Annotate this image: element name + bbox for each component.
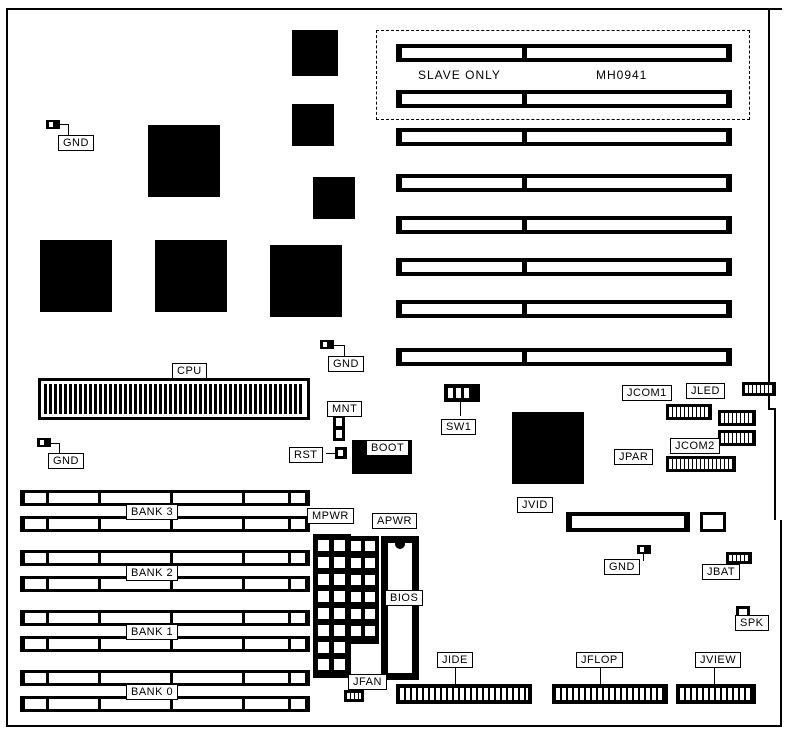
chip-top-small-1 xyxy=(292,30,338,76)
board-edge-lower xyxy=(774,410,776,520)
apwr-pin-r4c2 xyxy=(365,592,375,602)
mpwr-pin-r8c2 xyxy=(334,659,345,670)
apwr-pin-r5c2 xyxy=(365,609,375,619)
jfan-connector xyxy=(344,690,364,702)
apwr-pin-r6c2 xyxy=(365,626,375,636)
part-number-text: MH0941 xyxy=(596,68,648,82)
jcom1-connector xyxy=(666,404,712,420)
board-notch-lower xyxy=(776,410,784,520)
expansion-slot-4 xyxy=(396,174,732,192)
label-mnt: MNT xyxy=(327,401,362,417)
mpwr-pin-r5c1 xyxy=(318,608,329,619)
gnd-leader-4 xyxy=(643,553,644,561)
gnd-pad-4-hole xyxy=(640,547,644,552)
gnd-pad-2-hole xyxy=(323,342,327,347)
label-rst: RST xyxy=(289,447,323,463)
label-jview: JVIEW xyxy=(695,652,741,668)
mnt-header xyxy=(333,415,345,441)
mpwr-pin-r1c2 xyxy=(334,540,345,551)
label-bios: BIOS xyxy=(385,590,423,606)
jview-leader xyxy=(714,668,715,684)
mpwr-pin-r5c2 xyxy=(334,608,345,619)
jflop-connector xyxy=(552,684,668,704)
chip-top-small-3 xyxy=(313,177,355,219)
jcom2-connector xyxy=(718,410,756,426)
jview-connector xyxy=(676,684,756,704)
board-edge-upper xyxy=(768,10,770,410)
jide-connector xyxy=(396,684,532,704)
jpar-connector xyxy=(666,456,736,472)
bios-chip-body xyxy=(388,543,412,673)
mpwr-pin-r4c1 xyxy=(318,591,329,602)
label-gnd-2: GND xyxy=(328,356,364,372)
sw1-dip-1 xyxy=(448,388,453,398)
mpwr-pin-r6c2 xyxy=(334,625,345,636)
sw1-leader xyxy=(460,402,461,416)
label-spk: SPK xyxy=(735,615,769,631)
label-jcom2: JCOM2 xyxy=(670,438,720,454)
label-jled: JLED xyxy=(686,383,725,399)
label-jbat: JBAT xyxy=(702,564,740,580)
label-bank-0: BANK 0 xyxy=(126,684,178,700)
expansion-slot-1 xyxy=(396,44,732,62)
label-boot: BOOT xyxy=(366,440,409,456)
mpwr-pin-r2c2 xyxy=(334,557,345,568)
slave-only-text: SLAVE ONLY xyxy=(418,68,501,82)
label-bank-3: BANK 3 xyxy=(126,504,178,520)
mpwr-pin-r2c1 xyxy=(318,557,329,568)
label-bank-1: BANK 1 xyxy=(126,624,178,640)
chip-large-5 xyxy=(512,412,584,484)
label-gnd-4: GND xyxy=(604,559,640,575)
mpwr-connector xyxy=(313,534,351,678)
label-jpar: JPAR xyxy=(614,449,653,465)
apwr-pin-r1c2 xyxy=(365,541,375,551)
sw1-dip-3 xyxy=(464,388,469,398)
label-apwr: APWR xyxy=(372,513,417,529)
apwr-pin-r5c1 xyxy=(351,609,361,619)
jled-connector xyxy=(742,382,776,396)
label-gnd-1: GND xyxy=(58,135,94,151)
mpwr-pin-r3c2 xyxy=(334,574,345,585)
label-jide: JIDE xyxy=(437,652,473,668)
apwr-pin-r3c2 xyxy=(365,575,375,585)
memory-bank-2-slot-a xyxy=(20,550,310,566)
label-cpu: CPU xyxy=(172,363,207,379)
label-jfan: JFAN xyxy=(348,674,387,690)
expansion-slot-8 xyxy=(396,348,732,366)
apwr-pin-r2c1 xyxy=(351,558,361,568)
mpwr-pin-r3c1 xyxy=(318,574,329,585)
expansion-slot-5 xyxy=(396,216,732,234)
chip-large-4 xyxy=(270,245,342,317)
gnd-pad-1-hole xyxy=(49,122,53,127)
label-jflop: JFLOP xyxy=(576,652,623,668)
label-jcom1: JCOM1 xyxy=(622,385,672,401)
sw1-dip-2 xyxy=(456,388,461,398)
label-mpwr: MPWR xyxy=(307,508,354,524)
mpwr-pin-r7c1 xyxy=(318,642,329,653)
mpwr-pin-r6c1 xyxy=(318,625,329,636)
mpwr-pin-r7c2 xyxy=(334,642,345,653)
cpu-socket-pins xyxy=(44,384,304,414)
apwr-pin-r4c1 xyxy=(351,592,361,602)
mpwr-pin-r4c2 xyxy=(334,591,345,602)
expansion-slot-3 xyxy=(396,128,732,146)
jvid-slot xyxy=(566,512,690,532)
jflop-leader xyxy=(600,668,601,684)
board-notch-upper xyxy=(770,10,782,410)
apwr-pin-r3c1 xyxy=(351,575,361,585)
label-bank-2: BANK 2 xyxy=(126,565,178,581)
chip-large-1 xyxy=(148,125,220,197)
expansion-slot-7 xyxy=(396,300,732,318)
jcom2-connector-b xyxy=(718,430,756,446)
chip-large-2 xyxy=(40,240,112,312)
label-jvid: JVID xyxy=(517,497,553,513)
chip-large-3 xyxy=(155,240,227,312)
expansion-slot-6 xyxy=(396,258,732,276)
board-edge-step xyxy=(768,408,776,410)
apwr-pin-r6c1 xyxy=(351,626,361,636)
jbat-connector xyxy=(726,552,752,564)
rst-header-hole xyxy=(338,450,343,456)
label-gnd-3: GND xyxy=(48,453,84,469)
jvid-slot-extra-inner xyxy=(703,515,723,529)
mpwr-pin-r8c1 xyxy=(318,659,329,670)
jide-leader xyxy=(455,668,456,684)
chip-top-small-2 xyxy=(292,104,334,146)
expansion-slot-2 xyxy=(396,90,732,108)
mpwr-pin-r1c1 xyxy=(318,540,329,551)
gnd-pad-3-hole xyxy=(40,440,44,445)
apwr-pin-r1c1 xyxy=(351,541,361,551)
rst-leader xyxy=(326,453,336,454)
label-sw1: SW1 xyxy=(441,419,476,435)
jcom1-leader xyxy=(666,404,667,405)
apwr-pin-r2c2 xyxy=(365,558,375,568)
